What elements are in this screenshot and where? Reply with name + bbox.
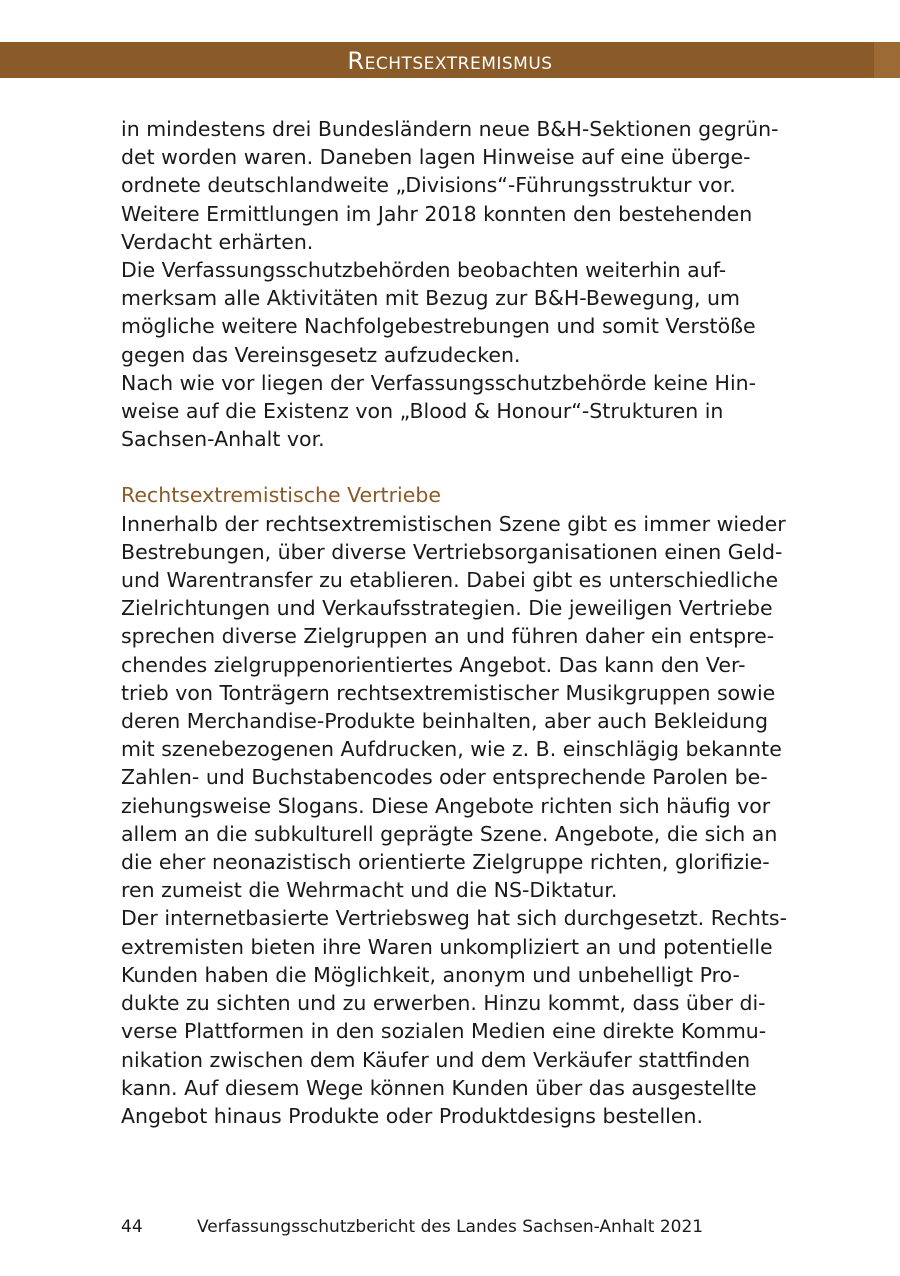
text-line: Innerhalb der rechtsextremistischen Szene gibt es immer wieder xyxy=(121,511,786,536)
page-header-title: Rechtsextremismus xyxy=(347,47,553,75)
text-line: Verdacht erhärten. xyxy=(121,229,314,254)
text-line: dukte zu sichten und zu erwerben. Hinzu kommt, dass über di- xyxy=(121,991,766,1016)
text-line: Sachsen-Anhalt vor. xyxy=(121,427,325,452)
text-line: det worden waren. Daneben lagen Hinweise auf eine überge- xyxy=(121,145,751,170)
section-heading: Rechtsextremistische Vertriebe xyxy=(121,483,441,508)
paragraph-bh-sections xyxy=(121,115,781,256)
text-line: ziehungsweise Slogans. Diese Angebote richten sich häufig vor xyxy=(121,793,771,818)
paragraph-distribution xyxy=(121,510,786,905)
text-line: ren zumeist die Wehrmacht und die NS-Diktatur. xyxy=(121,878,618,903)
section-spacer xyxy=(121,453,781,481)
paragraph-blood-honour xyxy=(121,369,781,454)
text-line: Angebot hinaus Produkte oder Produktdesigns bestellen. xyxy=(121,1103,703,1128)
text-line: verse Plattformen in den sozialen Medien eine direkte Kommu- xyxy=(121,1019,767,1044)
text-line: Bestrebungen, über diverse Vertriebsorganisationen einen Geld- xyxy=(121,539,783,564)
text-line: deren Merchandise-Produkte beinhalten, aber auch Bekleidung xyxy=(121,709,769,734)
text-line: extremisten bieten ihre Waren unkompliziert an und potentielle xyxy=(121,934,773,959)
text-line: Kunden haben die Möglichkeit, anonym und unbehelligt Pro- xyxy=(121,962,740,987)
text-line: nikation zwischen dem Käufer und dem Verkäufer stattfinden xyxy=(121,1047,751,1072)
page-number: 44 xyxy=(121,1217,143,1237)
text-line: chendes zielgruppenorientiertes Angebot. Das kann den Ver- xyxy=(121,652,746,677)
text-line: trieb von Tonträgern rechtsextremistischer Musikgruppen sowie xyxy=(121,680,776,705)
paragraph-observation xyxy=(121,256,781,369)
text-line: gegen das Vereinsgesetz aufzudecken. xyxy=(121,342,521,367)
main-text xyxy=(121,115,788,1130)
text-line: in mindestens drei Bundesländern neue B&H-Sektionen gegrün- xyxy=(121,117,779,141)
page-footer xyxy=(121,1215,703,1239)
text-line: merksam alle Aktivitäten mit Bezug zur B&H-Bewegung, um xyxy=(121,286,740,311)
text-line: Nach wie vor liegen der Verfassungsschutzbehörde keine Hin- xyxy=(121,370,757,395)
paragraph-internet-sales xyxy=(121,904,788,1130)
text-line: Zielrichtungen und Verkaufsstrategien. Die jeweiligen Vertriebe xyxy=(121,596,773,621)
text-line: weise auf die Existenz von „Blood & Honour“-Strukturen in xyxy=(121,399,724,424)
text-line: die eher neonazistisch orientierte Zielgruppe richten, glorifizie- xyxy=(121,850,770,875)
publication-title: Verfassungsschutzbericht des Landes Sachsen-Anhalt 2021 xyxy=(197,1217,704,1237)
text-line: Weitere Ermittlungen im Jahr 2018 konnten den bestehenden xyxy=(121,201,753,226)
header-bar xyxy=(0,42,900,78)
text-line: und Warentransfer zu etablieren. Dabei gibt es unterschiedliche xyxy=(121,568,779,593)
text-line: Zahlen- und Buchstabencodes oder entsprechende Parolen be- xyxy=(121,765,768,790)
text-line: sprechen diverse Zielgruppen an und führen daher ein entspre- xyxy=(121,624,775,649)
text-line: kann. Auf diesem Wege können Kunden über das ausgestellte xyxy=(121,1075,757,1100)
text-line: mit szenebezogenen Aufdrucken, wie z. B. einschlägig bekannte xyxy=(121,737,782,762)
text-line: ordnete deutschlandweite „Divisions“-Führungsstruktur vor. xyxy=(121,173,736,198)
text-line: mögliche weitere Nachfolgebestrebungen und somit Verstöße xyxy=(121,314,756,339)
text-line: Die Verfassungsschutzbehörden beobachten weiterhin auf- xyxy=(121,258,727,283)
text-line: Der internetbasierte Vertriebsweg hat sich durchgesetzt. Rechts- xyxy=(121,906,788,931)
text-line: allem an die subkulturell geprägte Szene. Angebote, die sich an xyxy=(121,821,778,846)
